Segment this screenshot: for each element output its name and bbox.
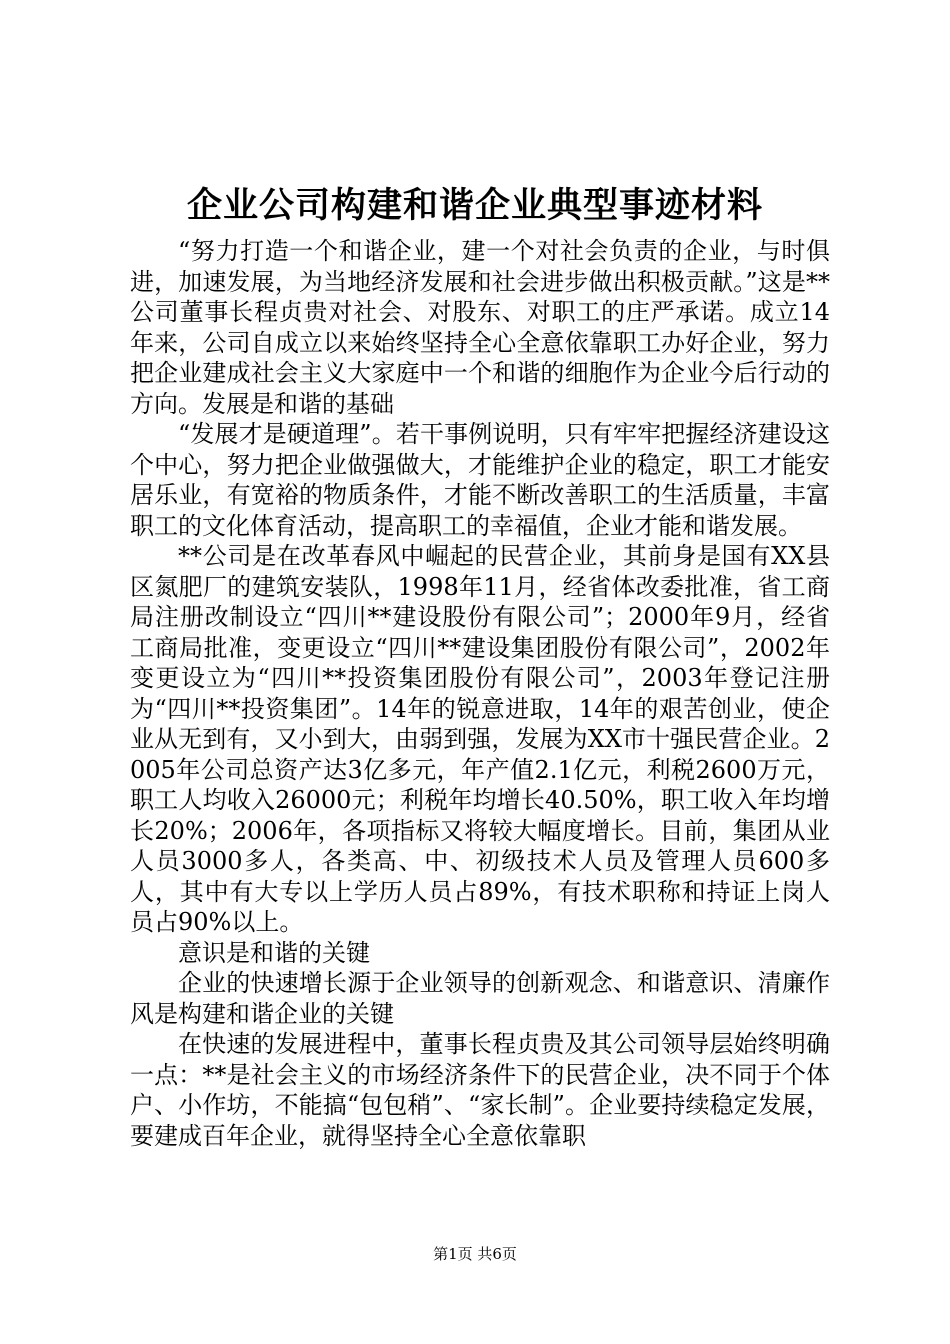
paragraph: 企业的快速增长源于企业领导的创新观念、和谐意识、清廉作风是构建和谐企业的关键	[130, 969, 830, 1028]
document-body	[130, 236, 830, 1151]
paragraph: **公司是在改革春风中崛起的民营企业，其前身是国有XX县区氮肥厂的建筑安装队，1998年11月，经省体改委批准，省工商局注册改制设立“四川**建设股份有限公司”；2000年9月，经省工商局批准，变更设立“四川**建设集团股份有限公司”，2002年变更设立为“四川**投资集团股份有限公司”，2003年登记注册为“四川**投资集团”。14年的锐意进取，14年的艰苦创业，使企业从无到有，又小到大，由弱到强，发展为XX市十强民营企业。2005年公司总资产达3亿多元，年产值2.1亿元，利税2600万元，职工人均收入26000元；利税年均增长40.50%，职工收入年均增长20%；2006年，各项指标又将较大幅度增长。目前，集团从业人员3000多人，各类高、中、初级技术人员及管理人员600多人，其中有大专以上学历人员占89%，有技术职称和持证上岗人员占90%以上。	[130, 542, 830, 936]
page-footer: 第1页 共6页	[433, 1245, 517, 1263]
section-heading: 意识是和谐的关键	[178, 938, 370, 967]
paragraph: “发展才是硬道理”。若干事例说明，只有牢牢把握经济建设这个中心，努力把企业做强做大，才能维护企业的稳定，职工才能安居乐业，有宽裕的物质条件，才能不断改善职工的生活质量，丰富职工的文化体育活动，提高职工的幸福值，企业才能和谐发展。	[130, 420, 830, 540]
paragraph: “努力打造一个和谐企业，建一个对社会负责的企业，与时俱进，加速发展，为当地经济发展和社会进步做出积极贡献。”这是**公司董事长程贞贵对社会、对股东、对职工的庄严承诺。成立14年来，公司自成立以来始终坚持全心全意依靠职工办好企业，努力把企业建成社会主义大家庭中一个和谐的细胞作为企业今后行动的方向。发展是和谐的基础	[130, 237, 830, 418]
paragraph: 在快速的发展进程中，董事长程贞贵及其公司领导层始终明确一点：**是社会主义的市场经济条件下的民营企业，决不同于个体户、小作坊，不能搞“包包稍”、“家长制”。企业要持续稳定发展，要建成百年企业，就得坚持全心全意依靠职	[130, 1030, 830, 1150]
document-title: 企业公司构建和谐企业典型事迹材料	[186, 185, 763, 226]
